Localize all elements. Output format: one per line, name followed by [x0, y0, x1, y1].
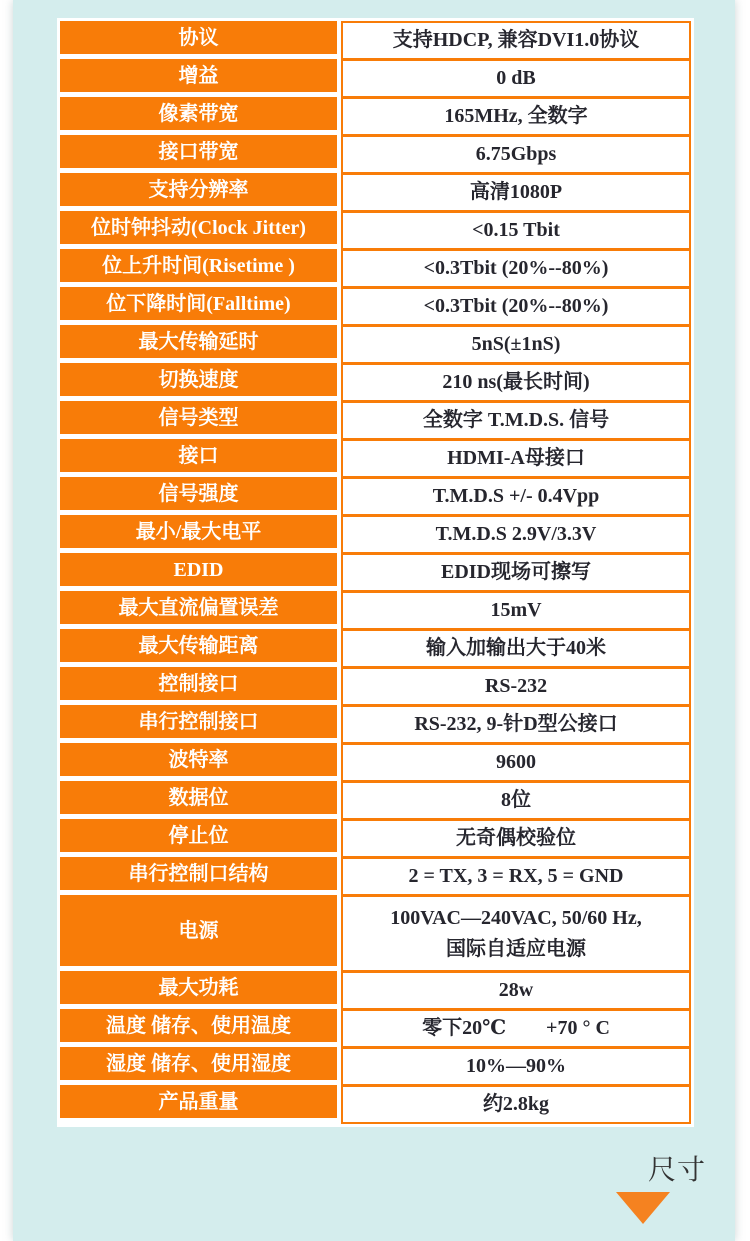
spec-row-label: 串行控制口结构: [60, 857, 337, 890]
spec-value-line: 0 dB: [496, 67, 536, 89]
spec-row-label: 最大功耗: [60, 971, 337, 1004]
spec-row-label: 最小/最大电平: [60, 515, 337, 548]
spec-row-label: 接口: [60, 439, 337, 472]
spec-value-line: <0.15 Tbit: [472, 219, 560, 241]
spec-row-value: [343, 970, 689, 1008]
spec-row-value: [343, 210, 689, 248]
spec-value-line: 输入加输出大于40米: [426, 637, 606, 659]
spec-value-line: RS-232: [484, 675, 548, 697]
spec-row-value: [343, 438, 689, 476]
spec-value-line: 支持HDCP, 兼容DVI1.0协议: [392, 29, 640, 51]
spec-row-label: 串行控制接口: [60, 705, 337, 738]
spec-row-label: 湿度 储存、使用湿度: [60, 1047, 337, 1080]
spec-value-line: T.M.D.S +/- 0.4Vpp: [432, 485, 600, 507]
spec-row-value: [343, 400, 689, 438]
spec-value-line: EDID现场可擦写: [440, 561, 591, 583]
spec-row-value: [343, 172, 689, 210]
spec-value-line: 100VAC—240VAC, 50/60 Hz,: [390, 906, 642, 929]
spec-value-line: 9600: [496, 751, 536, 773]
spec-row-label: 切换速度: [60, 363, 337, 396]
spec-value-line: 无奇偶校验位: [456, 827, 576, 849]
spec-row-value: [343, 23, 689, 58]
spec-row-label: 最大传输距离: [60, 629, 337, 662]
spec-value-line: 28w: [498, 979, 534, 1001]
dimension-section-label: 尺寸: [648, 1153, 707, 1186]
spec-row-value: [343, 96, 689, 134]
spec-row-value: [343, 476, 689, 514]
spec-row-value: [343, 590, 689, 628]
spec-value-line: 10%—90%: [466, 1055, 566, 1077]
spec-row-value: [343, 1008, 689, 1046]
spec-row-label: 协议: [60, 21, 337, 54]
spec-row-value: [343, 894, 689, 970]
spec-value-line: <0.3Tbit (20%--80%): [423, 257, 609, 279]
spec-row-label: 产品重量: [60, 1085, 337, 1118]
spec-row-label: 温度 储存、使用温度: [60, 1009, 337, 1042]
spec-row-value: [343, 248, 689, 286]
spec-value-line: 高清1080P: [469, 181, 563, 203]
spec-row-label: 位上升时间(Risetime ): [60, 249, 337, 282]
spec-row-value: [343, 552, 689, 590]
spec-value-line: 全数字 T.M.D.S. 信号: [422, 409, 610, 431]
spec-row-label: 信号强度: [60, 477, 337, 510]
spec-row-value: [343, 286, 689, 324]
spec-value-line: 零下20℃ +70 ° C: [422, 1017, 610, 1039]
spec-row-value: [343, 1084, 689, 1122]
spec-value-line: 6.75Gbps: [475, 143, 557, 165]
spec-row-value: [343, 818, 689, 856]
spec-value-line: 2 = TX, 3 = RX, 5 = GND: [408, 865, 624, 887]
spec-value-line: 8位: [501, 789, 531, 811]
spec-value-line: HDMI-A母接口: [447, 447, 585, 469]
spec-value-line: 5nS(±1nS): [471, 333, 561, 355]
spec-row-label: 数据位: [60, 781, 337, 814]
spec-value-column: [341, 21, 691, 1124]
spec-value-line: 165MHz, 全数字: [444, 105, 588, 127]
spec-row-value: [343, 362, 689, 400]
spec-value-line: <0.3Tbit (20%--80%): [423, 295, 609, 317]
spec-row-value: [343, 666, 689, 704]
spec-value-line: T.M.D.S 2.9V/3.3V: [435, 523, 597, 545]
spec-label-column: [60, 21, 337, 1124]
spec-row-label: 增益: [60, 59, 337, 92]
spec-row-label: 停止位: [60, 819, 337, 852]
spec-value-line: 15mV: [490, 599, 542, 621]
spec-row-label: 位时钟抖动(Clock Jitter): [60, 211, 337, 244]
spec-row-label: 接口带宽: [60, 135, 337, 168]
spec-row-value: [343, 780, 689, 818]
spec-row-label: EDID: [60, 553, 337, 586]
spec-row-value: [343, 856, 689, 894]
spec-row-label: 波特率: [60, 743, 337, 776]
spec-value-line: 约2.8kg: [482, 1093, 550, 1115]
spec-row-value: [343, 742, 689, 780]
spec-value-line: RS-232, 9-针D型公接口: [414, 713, 618, 735]
spec-row-value: [343, 1046, 689, 1084]
spec-value-line: 210 ns(最长时间): [442, 371, 590, 393]
spec-row-label: 最大传输延时: [60, 325, 337, 358]
spec-value-line: 国际自适应电源: [446, 937, 586, 960]
spec-row-label: 像素带宽: [60, 97, 337, 130]
spec-row-label: 信号类型: [60, 401, 337, 434]
spec-row-label: 最大直流偏置误差: [60, 591, 337, 624]
spec-row-label: 控制接口: [60, 667, 337, 700]
spec-row-value: [343, 58, 689, 96]
spec-table: [57, 18, 694, 1127]
spec-row-label: 位下降时间(Falltime): [60, 287, 337, 320]
down-triangle-icon: [616, 1192, 670, 1224]
spec-row-value: [343, 514, 689, 552]
spec-row-value: [343, 628, 689, 666]
spec-row-value: [343, 324, 689, 362]
spec-row-label: 电源: [60, 895, 337, 966]
spec-row-value: [343, 134, 689, 172]
spec-row-value: [343, 704, 689, 742]
spec-row-label: 支持分辨率: [60, 173, 337, 206]
